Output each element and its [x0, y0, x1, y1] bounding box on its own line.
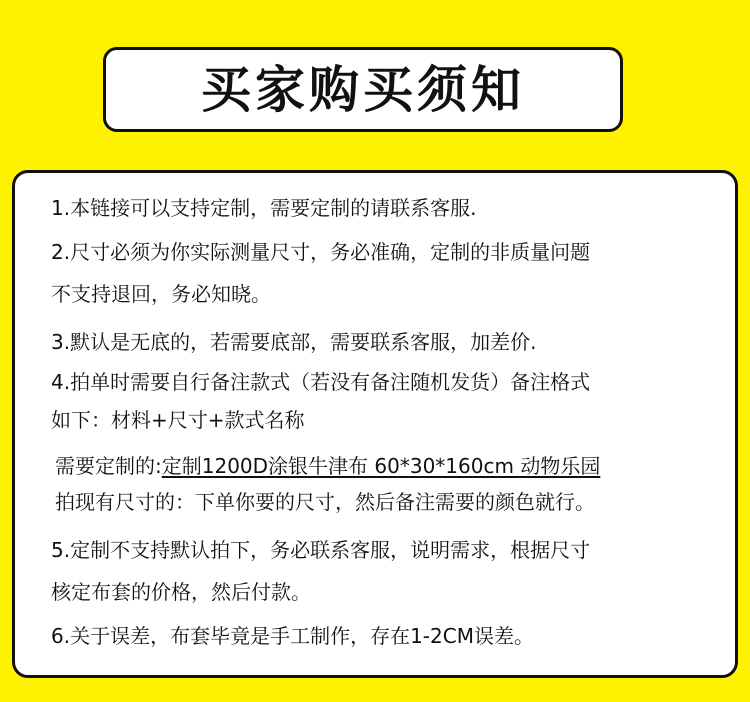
existing-size-note: 拍现有尺寸的：下单你要的尺寸，然后备注需要的颜色就行。	[55, 490, 595, 514]
notice-panel	[12, 170, 738, 678]
custom-example	[55, 453, 600, 479]
note-item-4-line-2: 如下：材料+尺寸+款式名称	[51, 408, 305, 432]
custom-example-value: 定制1200D涂银牛津布 60*30*160cm 动物乐园	[161, 454, 601, 478]
note-item-3: 3.默认是无底的，若需要底部，需要联系客服，加差价.	[51, 330, 537, 354]
note-item-5-line-1: 5.定制不支持默认拍下，务必联系客服，说明需求，根据尺寸	[51, 538, 591, 562]
note-item-6: 6.关于误差，布套毕竟是手工制作，存在1-2CM误差。	[51, 624, 534, 648]
custom-example-label: 需要定制的:	[55, 454, 162, 478]
note-item-4-line-1: 4.拍单时需要自行备注款式（若没有备注随机发货）备注格式	[51, 370, 591, 394]
note-item-5-line-2: 核定布套的价格，然后付款。	[51, 580, 311, 604]
title-banner	[103, 47, 623, 132]
note-item-2-line-1: 2.尺寸必须为你实际测量尺寸，务必准确，定制的非质量问题	[51, 240, 591, 264]
page-title: 买家购买须知	[201, 60, 525, 119]
note-item-1: 1.本链接可以支持定制，需要定制的请联系客服.	[51, 196, 477, 220]
note-item-2-line-2: 不支持退回，务必知晓。	[51, 282, 271, 306]
